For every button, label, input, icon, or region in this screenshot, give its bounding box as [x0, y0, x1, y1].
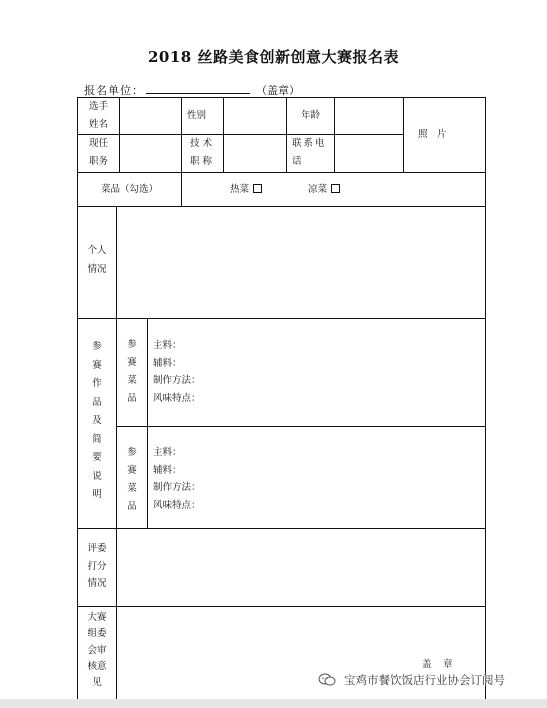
works-label-char: 参 [92, 341, 102, 352]
entry-label-char: 参 [127, 339, 137, 350]
main-ingredient-label: 主料： [153, 447, 182, 458]
method-label: 制作方法： [153, 375, 201, 387]
judge-score-label [78, 540, 116, 593]
dish-type-label: 菜品（勾选） [101, 184, 159, 195]
aux-ingredient-label: 辅料： [153, 464, 182, 476]
tech-title-field[interactable] [224, 135, 286, 172]
personal-info-label: 个人 情况 [87, 245, 107, 275]
unit-underline [146, 93, 250, 94]
flavor-label: 风味特点： [153, 392, 201, 404]
unit-stamp-note: （盖章） [256, 84, 300, 97]
hot-dish-option[interactable] [230, 182, 262, 199]
entry-label-char: 品 [127, 501, 137, 513]
committee-label-char: 大赛 [87, 612, 107, 623]
works-label-char: 要 [92, 452, 102, 464]
cold-dish-checkbox[interactable] [331, 184, 340, 193]
entry-label-char: 菜 [127, 483, 137, 495]
works-label-char: 作 [92, 378, 102, 390]
judge-score-field[interactable] [117, 529, 485, 606]
gender-label: 性别 [187, 110, 207, 121]
main-ingredient-label: 主料： [153, 340, 182, 351]
entry-dish-label-1 [117, 336, 147, 408]
works-description-label [78, 338, 116, 505]
method-label: 制作方法： [153, 482, 201, 494]
hot-dish-checkbox[interactable] [253, 184, 262, 193]
bottom-stamp: 盖 章 [422, 659, 454, 670]
form-title: 2018 丝路美食创新创意大赛报名表 [148, 48, 399, 66]
committee-label-char: 核意 [87, 660, 107, 672]
entry-label-char: 品 [127, 393, 137, 405]
works-label-char: 赛 [92, 359, 102, 371]
tech-title-label: 技术 职称 [189, 138, 215, 168]
cold-dish-label: 凉菜 [308, 184, 328, 195]
entry-1-fields[interactable] [153, 337, 201, 407]
committee-label-char: 组委 [87, 628, 107, 640]
entry-label-char: 赛 [127, 465, 137, 477]
personal-info-field[interactable] [117, 207, 485, 318]
entry-dish-label-2 [117, 444, 147, 516]
entry-label-char: 参 [127, 447, 137, 458]
committee-label-char: 会审 [87, 644, 107, 656]
photo-label: 照 片 [418, 129, 447, 140]
score-label-char: 评委 [87, 543, 107, 554]
works-label-char: 说 [92, 470, 102, 482]
age-label: 年龄 [301, 110, 321, 121]
phone-field[interactable] [335, 135, 403, 172]
entry-2-fields[interactable] [153, 444, 201, 514]
committee-label-char: 见 [92, 677, 102, 689]
hot-dish-label: 热菜 [230, 184, 250, 195]
phone-label: 联系电 话 [292, 138, 327, 168]
score-label-char: 情况 [87, 578, 107, 590]
wechat-icon [318, 673, 336, 686]
account-watermark: 宝鸡市餐饮饭店行业协会订阅号 [318, 672, 505, 688]
job-label: 现任 职务 [88, 138, 108, 168]
name-field[interactable] [120, 97, 181, 134]
gender-field[interactable] [224, 97, 286, 134]
flavor-label: 风味特点： [153, 499, 201, 511]
works-label-char: 及 [92, 415, 102, 427]
name-label: 选手 姓名 [88, 101, 108, 130]
works-label-char: 明 [92, 489, 102, 501]
entry-label-char: 菜 [127, 375, 137, 387]
job-field[interactable] [120, 135, 181, 172]
score-label-char: 打分 [87, 560, 107, 572]
unit-label: 报名单位： [84, 84, 144, 97]
aux-ingredient-label: 辅料： [153, 357, 182, 369]
age-field[interactable] [335, 97, 403, 134]
committee-review-label [78, 610, 116, 692]
works-label-char: 简 [92, 433, 102, 445]
bottom-bar [0, 699, 547, 708]
entry-label-char: 赛 [127, 357, 137, 369]
works-label-char: 品 [92, 396, 102, 408]
cold-dish-option[interactable] [308, 182, 340, 199]
